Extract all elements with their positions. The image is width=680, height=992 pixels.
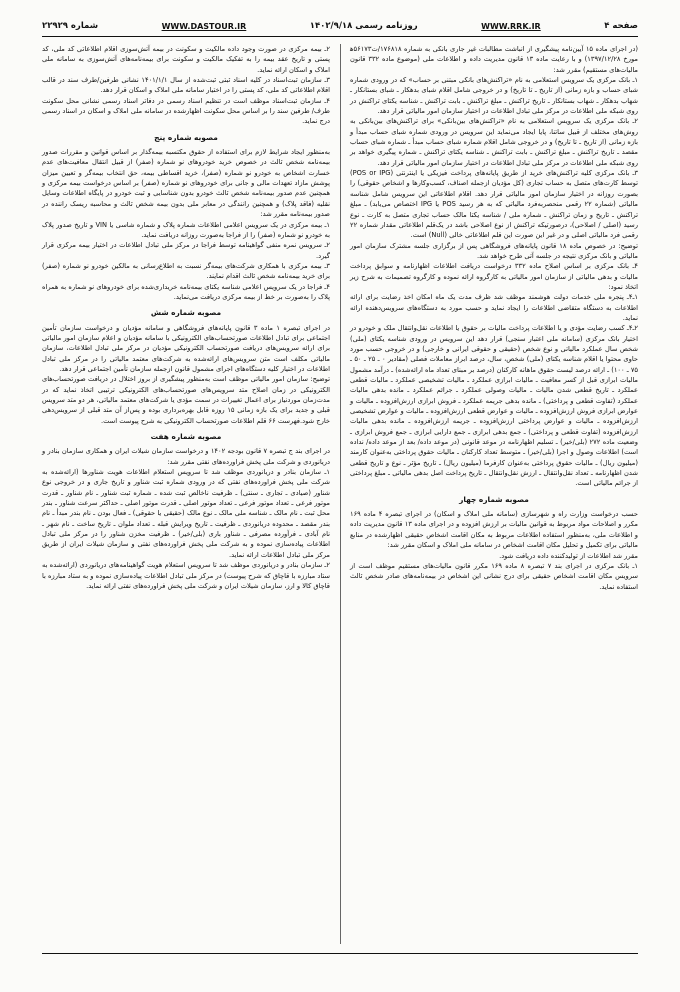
paragraph: مقرر شد اطلاعات از تولیدکننده داده دریافت شود. — [499, 551, 638, 560]
paragraph: ۱ـ بانک مرکزی یک سرویس استعلامی به نام «تراکنش‌های بانکی مبتنی بر حساب» که در ورودی شماره شبای حساب و بازه زمانی (از تاریخ ـ تا تاریخ) و در خروجی شامل اقلام شبای بدهکار ـ شبای بستانکار ـ شهاب بدهکار ـ شهاب بستانکار ـ تاریخ تراکنش ـ مبلغ تراکنش ـ بابت تراکنش ـ شناسه یکتای تراکنش در روی شبکه ملی اطلاعات در مرکز ملی تبادل اطلاعات در اختیار سازمان امور مالیاتی قرار دهد. — [350, 76, 638, 116]
paragraph: ۱ـ سازمان بنادر و دریانوردی موظف شد تا سرویس استعلام اطلاعات هویت شناورها (ارائه‌شده به شرکت ملی پخش فراورده‌های نفتی که در ورودی شماره ثبت شناور و تاریخ جاری و در خروجی نوع شناور (صیادی ـ تجاری ـ سنتی) ـ ظرفیت ناخالص ثبت شده ـ شماره ثبت شناور ـ نام شناور ـ قدرت موتور فرعی ـ تعداد موتور فرعی ـ تعداد موتور اصلی ـ قدرت موتور اصلی ـ حداکثر سرعت شناور ـ بندر محل ثبت ـ نام مالک ـ شناسه ملی مالک ـ نوع مالک (حقیقی یا حقوقی) ـ فعال بودن ـ نام بندر مبدأ ـ نام بندر مقصد ـ محدوده دریانوردی ـ ظرفیت ـ تاریخ ویرایش قبله ـ تعداد ملوان ـ تاریخ ساخت ـ نام شهر ـ نام آبادی ـ فرآورده مصرفی ـ شناور باری (بلی/خیر) ـ ظرفیت مخزن شناور را در مرکز ملی تبادل اطلاعات پیاده‌سازی نموده و به شرکت ملی پخش فراورده‌های نفتی و سازمان شیلات ایران از طریق مرکز ملی تبادل اطلاعات ارائه نماید. — [42, 468, 330, 559]
gazette-date: روزنامه رسمی ۱۴۰۲/۹/۱۸ — [309, 21, 418, 31]
paragraph: ۳ـ بانک مرکزی کلیه تراکنش‌های خرید از طریق پایانه‌های پرداخت فیزیکی یا اینترنتی (POS or IPG) توسط کارت‌های متصل به حساب تجاری (کل مؤدیان ازجمله اصناف، کسب‌وکارها و اشخاص حقوقی) را بصورت روزانه در اختیار سازمان امور مالیاتی قرار دهد. اقلام اطلاعاتی این سرویس شامل شناسه مالیاتی (شماره ۲۲ رقمی منحصربه‌فرد مالیاتی که به هر رسید POS یا IPG اختصاص می‌یابد) ـ مبلغ تراکنش ـ تاریخ و زمان تراکنش ـ شماره ملی / شناسه یکتا مالک حساب تجاری متصل به کارت ـ نوع رسید (اصلی / اصلاحی)، درصورتیکه تراکنش از نوع اصلاحی باشد در یک‌قلم اطلاعاتی مقدار شماره ۲۲ رقمی فرد مالیاتی اصلی و در غیر این صورت این قلم اطلاعاتی خالی (Null) است. — [350, 169, 639, 240]
section-heading: مصوبه شماره چهار — [459, 494, 529, 504]
paragraph: در اجرای تبصره ۱ ماده ۳ قانون پایانه‌های فروشگاهی و سامانه مؤدیان و درخواست سازمان تأمین اجتماعی برای تبادل اطلاعات صورتحساب‌های الکترونیکی با سامانه مؤدیان و اعلام سازمان امور مالیاتی برای ارائه سرویس‌های دریافت صورتحساب الکترونیکی مؤدیان در مرکز ملی تبادل اطلاعات، سازمان مالیاتی مکلف است متن سرویس‌های ارائه‌شده به شرکت‌های معتمد مالیاتی را در مرکز ملی تبادل اطلاعات در اختیار کلیه دستگاه‌های اجرای مشمول قانون ازجمله سازمان تأمین اجتماعی قرار دهد. — [42, 323, 331, 373]
paragraph: ۲ـ۴ـ کسب رضایت مؤدی و یا اطلاعات پرداخت مالیات بر حقوق یا اطلاعات نقل‌وانتقال ملک و خودرو در اختیار بانک مرکزی (سامانه ملی اعتبار سنجی) قرار دهد این سرویس در ورودی شناسه یکتای (ملی) شخص سال عملکرد مالیاتی و نوع شخص (حقیقی و حقوقی ایرانی و خارجی) و در خروجی حسب مورد حاوی محتوا یا اقلام شناسه یکتای (ملی) شخص، سال، درصد ابراز معاملات فصلی (مقادیر ۰ ـ ۲۵ ـ ۵۰ ـ ۷۵ ـ ۱۰۰) ـ ارائه درصد لیست حقوق ماهانه کارکنان (درصد بر مبنای تعداد ماه ارائه‌شده) ـ درآمد مشمول مالیات ابرازی قبل از کسر معافیت ـ مالیات ابرازی عملکرد ـ مالیات تشخیصی عملکرد ـ مالیات قطعی عملکرد ـ تاریخ قطعی شدن مالیات ـ مالیات وصولی عملکرد ـ جرائم عملکرد ـ مانده بدهی مالیات عملکرد (تفاوت قطعی و پرداختی) ـ مانده بدهی جریمه عملکرد ـ فروش ابرازی ارزش‌افزوده ـ مالیات و عوارض ابرازی فروش ارزش‌افزوده ـ مالیات و عوارض قطعی ارزش‌افزوده ـ مالیات و عوارض تشخیصی ارزش‌افزوده ـ مالیات و عوارض پرداختی ارزش‌افزوده ـ جریمه ارزش‌افزوده ـ مانده بدهی مالیات ارزش‌افزوده (تفاوت قطعی و پرداختی) ـ جمع بدهی ابرازی ـ جمع دارایی ابرازی ـ جمع فروش ابرازی ـ وضعیت ماده ۲۷۲ (بلی/خیر) ـ تسلیم اظهارنامه در موعد قانونی (در موعد داده/ بعد از موعد داده/ نداده است) اطلاعات وصول و اجرا (بلی/خیر) ـ متوسط تعداد کارکنان ـ مالیات حقوق پرداختی به‌عنوان کارمند (میلیون ریال) ـ مالیات حقوق پرداختی به‌عنوان کارفرما (میلیون ریال) ـ تاریخ مؤثر ـ نوع و تاریخ قطعی شدن اظهارنامه ـ تعداد نقل‌وانتقال ـ ارزش نقل‌وانتقال ـ تاریخ پرداخت اصل بدهی مالیاتی ـ مبلغ پرداختی از جرائم مالیاتی است. — [349, 324, 638, 488]
paragraph: (در اجرای ماده ۱۵ آیین‌نامه پیشگیری از انباشت مطالبات غیر جاری بانکی به شماره ۱۷۶۸۱۸/ت۵۶۱۷۳ﻫ مورخ ۱۳۹۷/۱۲/۲۸) و با رعایت ماده ۱۳ قانون مدیریت داده و اطلاعات ملی (موضوع ماده ۳۳۲ قانون مالیات‌های مستقیم) مقرر شد: — [350, 45, 638, 74]
paragraph: توضیح: سازمان امور مالیاتی موظف است به‌منظور پیشگیری از بروز اختلال در دریافت صورتحساب‌های الکترونیکی در زمان اصلاح متد سرویس‌های صورتحساب‌های الکترونیکی ترتیبی اتخاذ نماید که در مدت‌زمان موردنیاز برای اعمال تغییرات در سمت مؤدی یا شرکت‌های معتمد مالیاتی، هر دو متد سرویس قبلی و جدید برای یک بازه زمانی ۱۵ روزه قابل بهره‌برداری بوده و پس‌از آن متد قبلی از سرویس‌دهی خارج شود.فهرست ۶۶ قلم اطلاعات صورتحساب الکترونیکی به شرح پیوست است. — [42, 375, 330, 425]
left-column — [42, 44, 330, 591]
paragraph: حسب درخواست وزارت راه و شهرسازی (سامانه ملی املاک و اسکان) در اجرای تبصره ۴ ماده ۱۶۹ مکرر و اصلاحات مواد مربوط به قوانین مالیات بر ارزش افزوده و در اجرای ماده ۱۳ قانون مدیریت داده و اطلاعات ملی، به‌منظور استفاده اطلاعات مربوط به مکان اقامت اشخاص حقیقی اظهارشده در منابع مالیاتی برای تکمیل و تحلیل مکان اقامت اشخاص در سامانه ملی املاک و اسکان مقرر شد: — [350, 510, 639, 550]
paragraph: ۱ـ بیمه مرکزی در یک سرویس اعلامی اطلاعات شماره پلاک و شماره شاسی یا VIN و تاریخ صدور پلاک به خودرو نو شماره (صفر) را از فراجا به‌صورت روزانه دریافت نماید. — [42, 220, 330, 239]
paragraph: در اجرای بند ج تبصره ۷ قانون بودجه ۱۴۰۲ و درخواست سازمان شیلات ایران و همکاری سازمان بنادر و دریانوردی و شرکت ملی پخش فراورده‌های نفتی مقرر شد: — [42, 447, 330, 466]
page-number: صفحه ۴ — [604, 21, 638, 31]
right-column — [350, 44, 638, 592]
header-rule — [42, 36, 638, 37]
site-link-rrk[interactable]: WWW.RRK.IR — [481, 21, 541, 31]
paragraph: ۴ـ فراجا در یک سرویس اعلامی شناسه یکتای بیمه‌نامه خریداری‌شده برای خودروهای نو شماره به همراه پلاک را به‌صورت بر خط از بیمه مرکزی دریافت می‌نماید. — [42, 282, 330, 301]
paragraph: ۳ـ بیمه مرکزی با همکاری شرکت‌های بیمه‌گر نسبت به اطلاع‌رسانی به مالکین خودرو نو شماره (صفر) برای خرید بیمه‌نامه شخص ثالث اقدام نمایند. — [42, 261, 330, 281]
footer-rule — [42, 953, 638, 954]
paragraph: ۴ـ سازمان ثبت‌اسناد موظف است در تنظیم اسناد رسمی در دفاتر اسناد رسمی نشانی محل سکونت طرف/ طرفین سند را بر اساس محل سکونت اظهارشده در سامانه ملی املاک و اسکان در اسناد رسمی درج نماید. — [42, 96, 330, 126]
section-heading: مصوبه شماره هفت — [150, 432, 222, 442]
paragraph: ۲ـ سازمان بنادر و دریانوردی موظف شد تا سرویس استعلام هویت گواهینامه‌های دریانوردی (ارائه‌شده به ستاد مبارزه با قاچاق که شرح پیوست) در مرکز ملی تبادل اطلاعات پیاده‌سازی نموده و به ستاد مبارزه با قاچاق کالا و ارز، سازمان شیلات ایران و شرکت ملی پخش فراورده‌های نفتی ارائه نماید. — [42, 561, 330, 590]
paragraph: به‌منظور ایجاد شرایط لازم برای استفاده از حقوق مکتسبه بیمه‌گذار بر اساس قوانین و مقررات صدور بیمه‌نامه شخص ثالث در خصوص خرید خودروهای نو شماره (صفر) از قبیل انتقال معافیت‌های عدم خسارت اشخاص به خودرو نو شماره (صفر)، خرید اقساطی بیمه، حق انتخاب بیمه‌گر و تعیین میزان پوشش مازاد تعهدات مالی و جانی برای خودروهای نو شماره (صفر) بر اساس درخواست بیمه مرکزی و همچنین عدم صدور بیمه‌نامه شخص ثالث خودرو بدون شناسایی و ثبت خودرو در پایگاه اطلاعات وسایل نقلیه (فاقد پلاک) و همچنین رانندگی در معابر ملی بدون بیمه شخص ثالث و محاسبه ریسک راننده در صدور بیمه‌نامه مقرر شد: — [42, 148, 330, 219]
paragraph: ۲ـ بانک مرکزی یک سرویس استعلامی به نام «تراکنش‌های بین‌بانکی» برای تراکنش‌های بین‌بانکی به روش‌های مختلف از قبیل ساتنا، پایا ایجاد می‌نماید این سرویس در ورودی شماره شبای حساب مبدأ و بازه زمانی (از تاریخ ـ تا تاریخ) و در خروجی شامل اقلام شماره شبای حساب مبدأ ـ شماره شبای حساب مقصد ـ تاریخ تراکنش ـ مبلغ تراکنش ـ بابت تراکنش ـ شناسه یکتای تراکنش ـ شماره پیگیری خواهد بر روی شبکه ملی اطلاعات در مرکز ملی تبادل اطلاعات در اختیار سازمان امور مالیاتی قرار دهد. — [350, 117, 638, 167]
paragraph: ۴ـ بانک مرکزی بر اساس اصلاح ماده ۳۳۲ درخواست دریافت اطلاعات اظهارنامه و سوابق پرداخت مالیات و بدهی مالیاتی از سازمان امور مالیاتی به کارگروه ارائه نموده و کارگروه تصمیمات به شرح زیر اتخاذ نمود: — [350, 262, 638, 291]
paragraph: ۱ـ۴ـ پنجره ملی خدمات دولت هوشمند موظف شد ظرف مدت یک ماه امکان اخذ رضایت برای ارائه اطلاعات به دستگاه متقاضی اطلاعات را ایجاد نماید و حسب مورد به دستگاه‌های سرویس‌دهنده ارائه نماید. — [350, 293, 638, 322]
paragraph: ۲ـ سرویس نمره منفی گواهینامه توسط فراجا در مرکز ملی تبادل اطلاعات در اختیار بیمه مرکزی قرار گیرد. — [42, 241, 330, 260]
site-link-dastour[interactable]: WWW.DASTOUR.IR — [161, 21, 247, 31]
section-heading: مصوبه شماره پنج — [154, 132, 218, 142]
page-header — [42, 18, 638, 34]
paragraph: ۳ـ سازمان ثبت‌اسناد در کلیه اسناد ثبتی ثبت‌شده از سال ۱۴۰۱/۱/۱ نشانی طرفین/طرف سند در قالب اقلام اطلاعاتی کد ملی، کد پستی را در اختیار سامانه ملی املاک و اسکان قرار دهد. — [42, 76, 330, 95]
issue-number: شماره ۲۲۹۲۹ — [42, 21, 99, 31]
paragraph: ۱ـ بانک مرکزی در اجرای بند ۷ تبصره ۸ ماده ۱۶۹ مکرر قانون مالیات‌های مستقیم موظف است از سرویس مکان اقامت اشخاص حقیقی برای درج نشانی این اشخاص در بیمه‌نامه‌های صادر شخص ثالث استفاده نماید. — [350, 561, 638, 591]
paragraph: توضیح: در خصوص ماده ۱۸ قانون پایانه‌های فروشگاهی پس از برگزاری جلسه مشترک سازمان امور مالیاتی و بانک مرکزی نتیجه در جلسه آتی طرح خواهد شد. — [350, 241, 638, 260]
section-heading: مصوبه شماره شش — [150, 308, 222, 318]
column-divider — [340, 44, 341, 944]
paragraph: ۲ـ بیمه مرکزی در صورت وجود داده مالکیت و سکونت در بیمه آتش‌سوزی اقلام اطلاعاتی کد ملی، کد پستی و تاریخ عقد بیمه را به تفکیک مالکیت و سکونت برای بیمه‌نامه‌های آتش‌سوزی به سامانه ملی املاک و اسکان ارائه نماید. — [42, 45, 330, 74]
